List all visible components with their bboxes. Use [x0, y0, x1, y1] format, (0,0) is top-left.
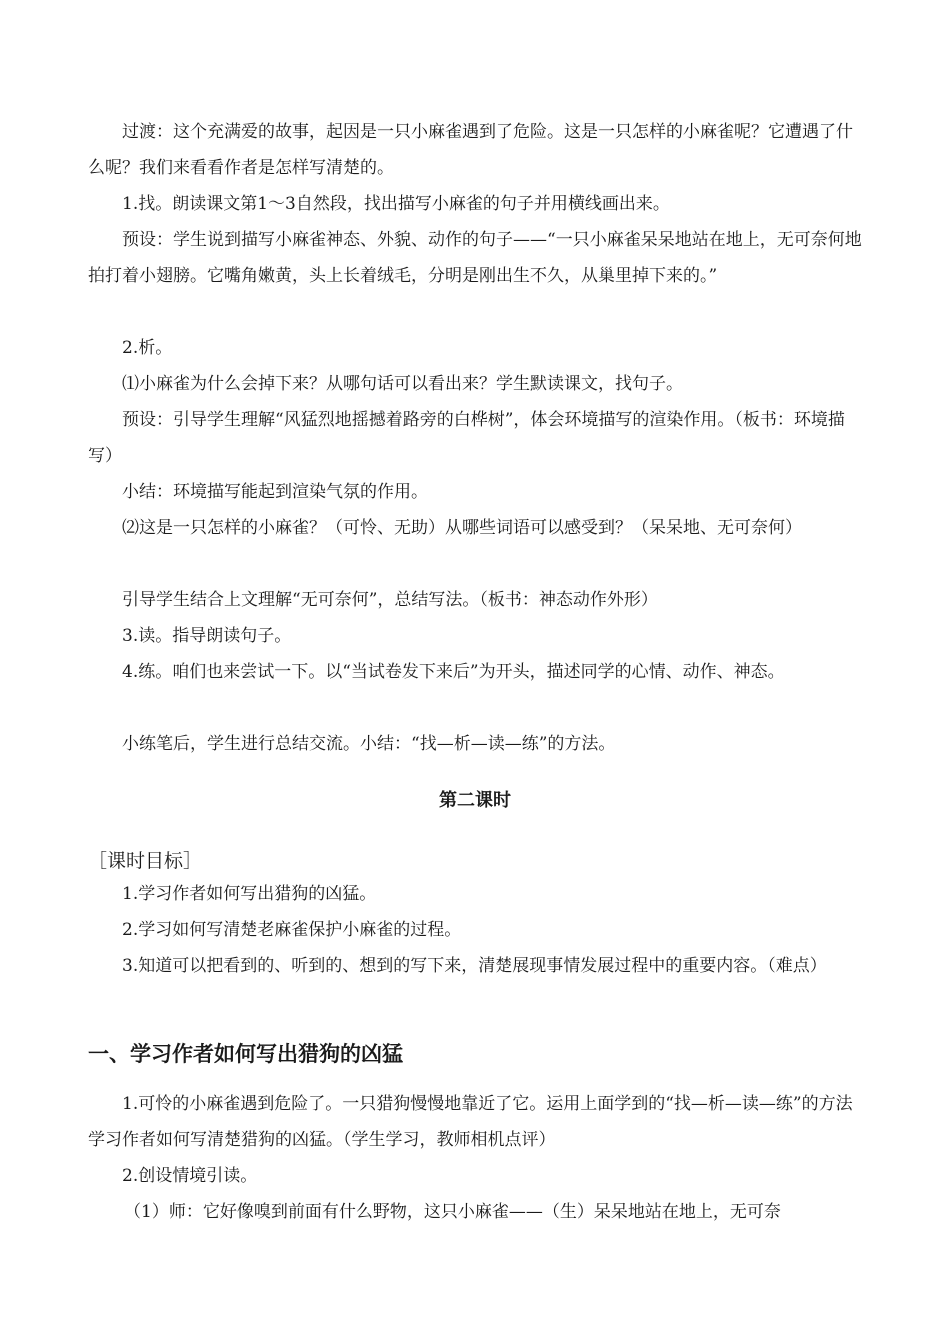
paragraph-section-1: 1.可怜的小麻雀遇到危险了。一只猎狗慢慢地靠近了它。运用上面学到的“找—析—读—练”的方法学习作者如何写清楚猎狗的凶猛。（学生学习，教师相机点评） [88, 1094, 853, 1150]
paragraph-question-1: ⑴小麻雀为什么会掉下来？从哪句话可以看出来？学生默读课文，找句子。 [122, 374, 683, 394]
paragraph-section-3: （1）师：它好像嗅到前面有什么野物，这只小麻雀——（生）呆呆地站在地上，无可奈 [124, 1202, 781, 1222]
paragraph-analyze: 2.析。 [122, 338, 173, 358]
paragraph-transition: 过渡：这个充满爱的故事，起因是一只小麻雀遇到了危险。这是一只怎样的小麻雀呢？它遭遇了什么呢？我们来看看作者是怎样写清楚的。 [88, 122, 853, 178]
paragraph-read: 3.读。指导朗读句子。 [122, 626, 292, 646]
paragraph-question-2: ⑵这是一只怎样的小麻雀？（可怜、无助）从哪些词语可以感受到？（呆呆地、无可奈何） [122, 518, 802, 538]
paragraph-practice: 4.练。咱们也来尝试一下。以“当试卷发下来后”为开头，描述同学的心情、动作、神态。 [122, 662, 785, 682]
paragraph-summary-2: 小练笔后，学生进行总结交流。小结：“找—析—读—练”的方法。 [122, 734, 616, 754]
paragraph-preset-2: 预设：引导学生理解“风猛烈地摇撼着路旁的白桦树”，体会环境描写的渲染作用。（板书：环境描写） [88, 410, 845, 466]
objective-item: 2.学习如何写清楚老麻雀保护小麻雀的过程。 [122, 920, 462, 940]
objective-item: 1.学习作者如何写出猎狗的凶猛。 [122, 884, 377, 904]
objective-item: 3.知道可以把看到的、听到的、想到的写下来，清楚展现事情发展过程中的重要内容。（难点） [122, 956, 827, 976]
paragraph-find: 1.找。朗读课文第1～3自然段，找出描写小麻雀的句子并用横线画出来。 [122, 194, 670, 214]
objectives-heading: ［课时目标］ [88, 850, 203, 872]
paragraph-preset-1: 预设：学生说到描写小麻雀神态、外貌、动作的句子——“一只小麻雀呆呆地站在地上，无可奈何地拍打着小翅膀。它嘴角嫩黄，头上长着绒毛，分明是刚出生不久，从巢里掉下来的。” [88, 230, 862, 286]
paragraph-section-2: 2.创设情境引读。 [122, 1166, 258, 1186]
lesson-title: 第二课时 [439, 790, 511, 811]
paragraph-guide: 引导学生结合上文理解“无可奈何”，总结写法。（板书：神态动作外形） [122, 590, 658, 610]
paragraph-summary-1: 小结：环境描写能起到渲染气氛的作用。 [122, 482, 428, 502]
section-heading: 一、学习作者如何写出猎狗的凶猛 [88, 1042, 403, 1066]
